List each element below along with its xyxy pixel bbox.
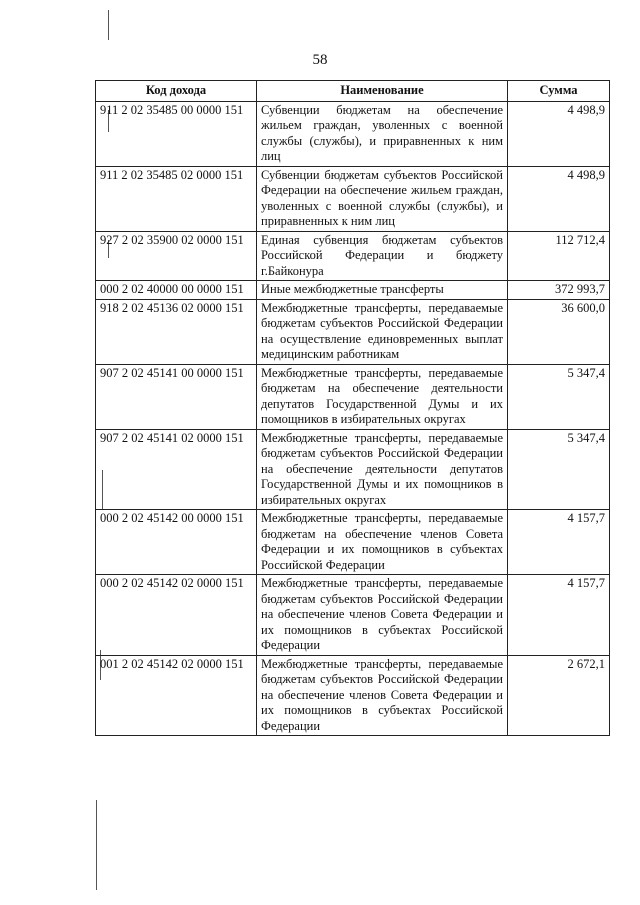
income-code: 000 2 02 40000 00 0000 151 — [96, 281, 257, 300]
income-sum: 4 157,7 — [508, 510, 610, 575]
income-code: 911 2 02 35485 00 0000 151 — [96, 101, 257, 166]
income-name: Межбюджетные трансферты, передаваемые бюджетам субъектов Российской Федерации на обеспечение деятельности депутатов Государственной Думы и их помощников в избирательных округах — [257, 429, 508, 510]
header-code: Код дохода — [96, 81, 257, 102]
income-sum: 5 347,4 — [508, 429, 610, 510]
scan-mark — [108, 10, 109, 40]
header-name: Наименование — [257, 81, 508, 102]
income-name: Межбюджетные трансферты, передаваемые бюджетам субъектов Российской Федерации на обеспечение членов Совета Федерации и их помощников в субъектах Российской Федерации — [257, 575, 508, 656]
table-row — [96, 429, 610, 510]
income-name: Единая субвенция бюджетам субъектов Российской Федерации и бюджету г.Байконура — [257, 231, 508, 281]
income-sum: 5 347,4 — [508, 364, 610, 429]
table-row — [96, 575, 610, 656]
income-code: 927 2 02 35900 02 0000 151 — [96, 231, 257, 281]
income-name: Межбюджетные трансферты, передаваемые бюджетам на обеспечение деятельности депутатов Государственной Думы и их помощников в избирательных округах — [257, 364, 508, 429]
income-code: 000 2 02 45142 02 0000 151 — [96, 575, 257, 656]
table-row — [96, 299, 610, 364]
income-code: 918 2 02 45136 02 0000 151 — [96, 299, 257, 364]
income-sum: 4 498,9 — [508, 101, 610, 166]
income-sum: 4 157,7 — [508, 575, 610, 656]
page-number: 58 — [312, 52, 328, 68]
income-name: Межбюджетные трансферты, передаваемые бюджетам субъектов Российской Федерации на обеспечение членов Совета Федерации и их помощников в субъектах Российской Федерации — [257, 655, 508, 736]
income-code: 907 2 02 45141 02 0000 151 — [96, 429, 257, 510]
scan-mark — [96, 800, 97, 890]
table-row — [96, 281, 610, 300]
table-row — [96, 231, 610, 281]
income-sum: 372 993,7 — [508, 281, 610, 300]
income-code: 000 2 02 45142 00 0000 151 — [96, 510, 257, 575]
income-code: 911 2 02 35485 02 0000 151 — [96, 166, 257, 231]
income-name: Субвенции бюджетам на обеспечение жильем граждан, уволенных с военной службы (службы), и приравненных к ним лиц — [257, 101, 508, 166]
table-row — [96, 655, 610, 736]
income-code: 001 2 02 45142 02 0000 151 — [96, 655, 257, 736]
table-row — [96, 101, 610, 166]
income-name: Межбюджетные трансферты, передаваемые бюджетам субъектов Российской Федерации на осуществление единовременных выплат медицинским работникам — [257, 299, 508, 364]
table-row — [96, 364, 610, 429]
table-row — [96, 166, 610, 231]
header-sum: Сумма — [508, 81, 610, 102]
income-sum: 4 498,9 — [508, 166, 610, 231]
table-row — [96, 510, 610, 575]
income-code: 907 2 02 45141 00 0000 151 — [96, 364, 257, 429]
income-name: Межбюджетные трансферты, передаваемые бюджетам на обеспечение членов Совета Федерации и их помощников в субъектах Российской Федерации — [257, 510, 508, 575]
income-sum: 2 672,1 — [508, 655, 610, 736]
income-sum: 36 600,0 — [508, 299, 610, 364]
income-name: Иные межбюджетные трансферты — [257, 281, 508, 300]
income-name: Субвенции бюджетам субъектов Российской Федерации на обеспечение жильем граждан, уволенных с военной службы (службы), и приравненных к ним лиц — [257, 166, 508, 231]
budget-table — [95, 80, 610, 736]
table-header-row — [96, 81, 610, 102]
income-sum: 112 712,4 — [508, 231, 610, 281]
